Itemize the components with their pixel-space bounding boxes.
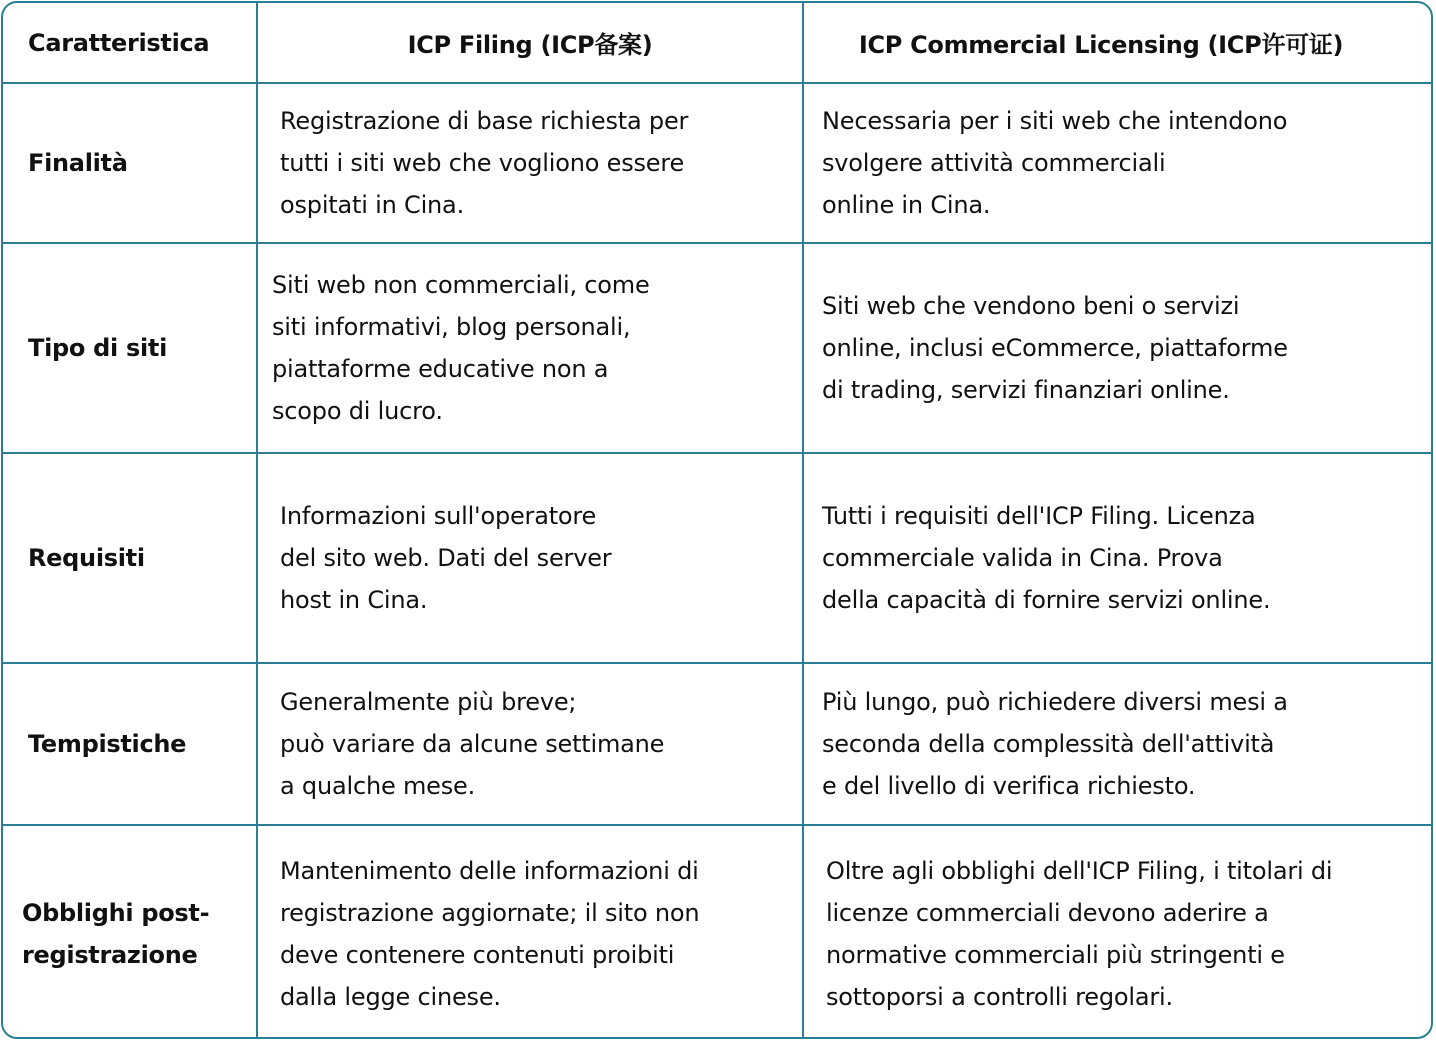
- cell-filing-obblighi: Mantenimento delle informazioni di registrazione aggiornate; il sito non deve contenere contenuti proibiti dalla legge cinese.: [280, 856, 700, 1011]
- cell-filing-tipo-di-siti: Siti web non commerciali, come siti informativi, blog personali, piattaforme educative non a scopo di lucro.: [272, 271, 650, 425]
- row-label-tipo-di-siti: Tipo di siti: [28, 334, 167, 362]
- row-label-finalita: Finalità: [28, 149, 128, 177]
- column-divider: [256, 3, 258, 1037]
- cell-licensing-tipo-di-siti: Siti web che vendono beni o servizi online, inclusi eCommerce, piattaforme di trading, servizi finanziari online.: [822, 292, 1288, 404]
- header-icp-licensing: ICP Commercial Licensing (ICP许可证): [858, 31, 1344, 59]
- cell-licensing-requisiti: Tutti i requisiti dell'ICP Filing. Licenza commerciale valida in Cina. Prova della capacità di fornire servizi online.: [822, 502, 1271, 614]
- row-label-obblighi: Obblighi post- registrazione: [22, 898, 210, 969]
- cell-filing-requisiti: Informazioni sull'operatore del sito web. Dati del server host in Cina.: [280, 502, 612, 614]
- cell-licensing-obblighi: Oltre agli obblighi dell'ICP Filing, i titolari di licenze commerciali devono aderire a normative commerciali più stringenti e sottoporsi a controlli regolari.: [826, 856, 1333, 1011]
- cell-filing-finalita: Registrazione di base richiesta per tutti i siti web che vogliono essere ospitati in Cina.: [280, 107, 689, 219]
- header-caratteristica: Caratteristica: [28, 28, 210, 57]
- cell-filing-tempistiche: Generalmente più breve; può variare da alcune settimane a qualche mese.: [280, 688, 665, 800]
- comparison-table: [1, 1, 1433, 1039]
- row-label-tempistiche: Tempistiche: [28, 730, 187, 758]
- header-icp-filing: ICP Filing (ICP备案): [407, 31, 653, 59]
- cell-licensing-tempistiche: Più lungo, può richiedere diversi mesi a seconda della complessità dell'attività e del livello di verifica richiesto.: [822, 688, 1288, 800]
- cell-licensing-finalita: Necessaria per i siti web che intendono svolgere attività commerciali online in Cina.: [822, 107, 1288, 219]
- column-divider: [802, 3, 804, 1037]
- row-label-requisiti: Requisiti: [28, 544, 145, 572]
